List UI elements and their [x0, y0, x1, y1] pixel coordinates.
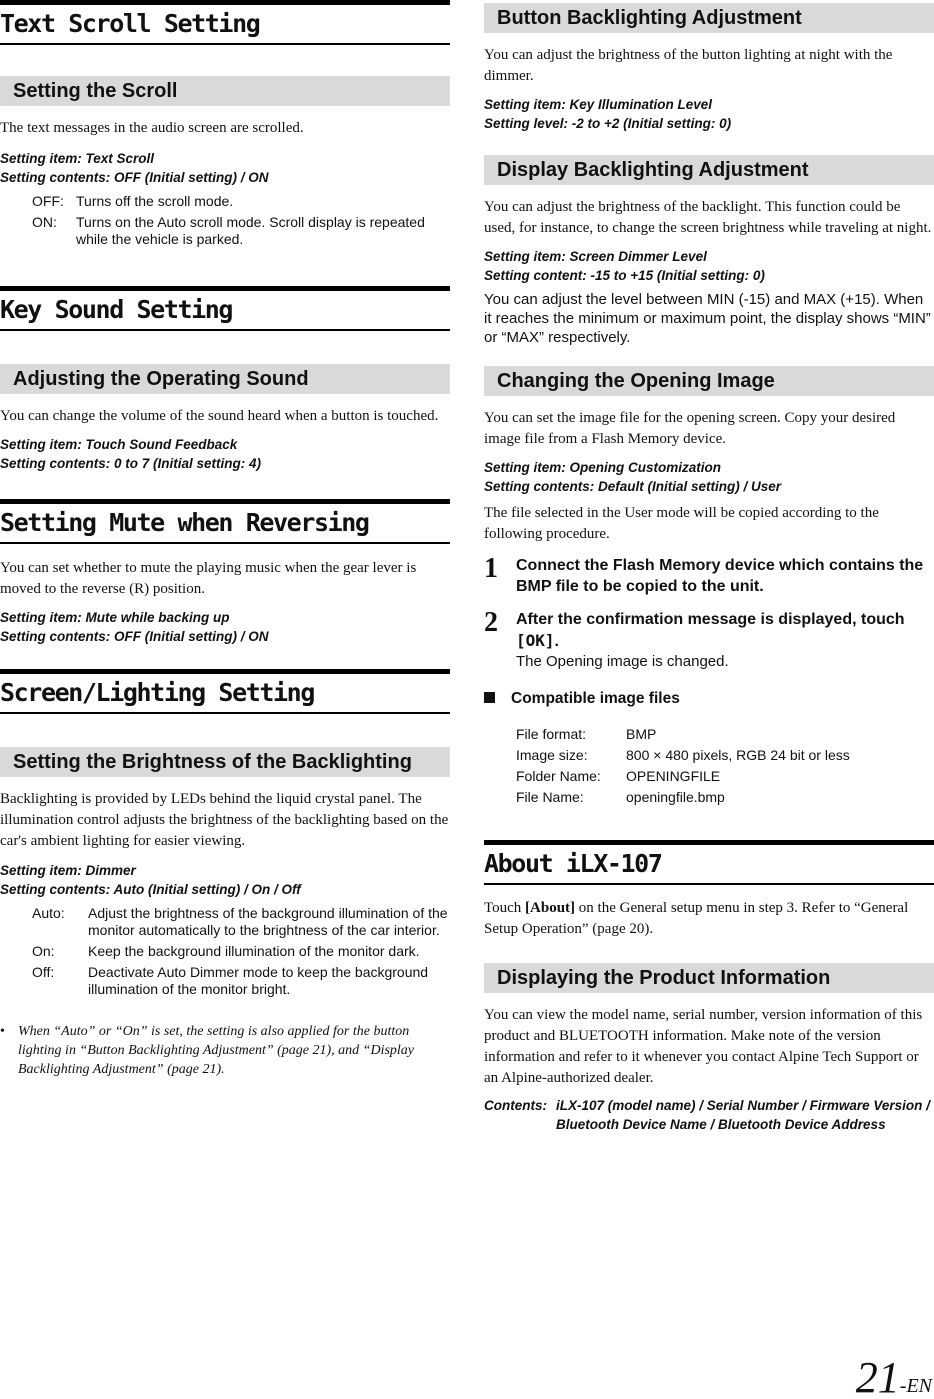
note-text: When “Auto” or “On” is set, the setting is also applied for the button lighting in “Button Backlighting Adjustment” (page 21), and “Display Backlighting Adjustment” (page 21). [18, 1024, 415, 1077]
page-number-suffix: -EN [899, 1375, 932, 1397]
paragraph: The file selected in the User mode will be copied according to the following procedure. [484, 505, 879, 542]
option-term: ON: [32, 214, 57, 230]
paragraph: You can change the volume of the sound heard when a button is touched. [0, 408, 439, 424]
setting-contents: Setting contents: Default (Initial setting) / User [484, 479, 782, 494]
option-term: Auto: [32, 905, 65, 921]
file-spec-term: Folder Name: [516, 768, 601, 784]
option-desc: Turns off the scroll mode. [76, 193, 234, 209]
file-spec-row [516, 768, 934, 785]
note [0, 1022, 450, 1079]
about-text-before: Touch [484, 900, 526, 916]
setting-item: Setting item: Screen Dimmer Level [484, 249, 707, 264]
option-list [0, 193, 450, 248]
setting-item: Setting item: Key Illumination Level [484, 97, 713, 112]
option-desc: Deactivate Auto Dimmer mode to keep the background illumination of the monitor bright. [88, 964, 429, 997]
section-title-screen-lighting: Screen/Lighting Setting [0, 669, 450, 714]
subsection-title-product-info: Displaying the Product Information [484, 963, 934, 993]
section-title-about: About iLX-107 [484, 840, 934, 885]
setting-contents: Setting contents: Auto (Initial setting) / On / Off [0, 882, 301, 897]
paragraph: You can adjust the level between MIN (-15) and MAX (+15). When it reaches the minimum or maximum point, the display shows “MIN” or “MAX” respectively. [484, 291, 931, 346]
about-text-after: on the General setup menu in step 3. Refer to “General Setup Operation” (page 20). [484, 900, 909, 937]
paragraph [484, 898, 934, 940]
setting-contents: Setting contents: OFF (Initial setting) / ON [0, 170, 269, 185]
subsection-title-button-backlighting: Button Backlighting Adjustment [484, 3, 934, 33]
step-text-after: . [554, 633, 559, 650]
square-bullet-icon [484, 692, 495, 703]
contents-value: iLX-107 (model name) / Serial Number / Firmware Version / Bluetooth Device Name / Bluetooth Device Address [556, 1098, 930, 1132]
file-spec-row [516, 789, 934, 806]
option-term: On: [32, 943, 55, 959]
setting-item: Setting item: Text Scroll [0, 151, 155, 166]
subsection-title-opening-image: Changing the Opening Image [484, 366, 934, 396]
file-spec-term: File Name: [516, 789, 584, 805]
section-title-text-scroll: Text Scroll Setting [0, 0, 450, 45]
option-desc: Keep the background illumination of the monitor dark. [88, 943, 420, 959]
option-row [32, 964, 450, 998]
page-number [856, 1352, 932, 1399]
option-row [32, 214, 450, 248]
about-button-reference: [About] [525, 900, 576, 916]
setting-item: Setting item: Dimmer [0, 863, 136, 878]
file-spec-value: BMP [626, 726, 657, 742]
option-row [32, 943, 450, 960]
paragraph: Backlighting is provided by LEDs behind the liquid crystal panel. The illumination control adjusts the brightness of the backlighting based on the car's ambient lighting for easier viewing. [0, 791, 449, 849]
paragraph: You can set whether to mute the playing music when the gear lever is moved to the reverse (R) position. [0, 560, 417, 597]
ok-key-reference: [OK] [516, 631, 555, 650]
paragraph: You can set the image file for the opening screen. Copy your desired image file from a Flash Memory device. [484, 410, 896, 447]
subsection-title-operating-sound: Adjusting the Operating Sound [0, 364, 450, 394]
page-number-value: 21 [855, 1353, 900, 1399]
file-spec-term: File format: [516, 726, 587, 742]
file-spec-row [516, 726, 934, 743]
step-number: 2 [484, 607, 498, 638]
option-list [0, 905, 450, 998]
paragraph: You can adjust the brightness of the button lighting at night with the dimmer. [484, 47, 893, 84]
step-result: The Opening image is changed. [516, 653, 729, 670]
step-number: 1 [484, 553, 498, 584]
right-column [484, 0, 934, 1134]
file-spec-value: 800 × 480 pixels, RGB 24 bit or less [626, 747, 850, 763]
setting-item: Setting item: Touch Sound Feedback [0, 437, 238, 452]
step-1 [484, 555, 934, 597]
file-spec-value: openingfile.bmp [626, 789, 725, 805]
setting-content: Setting content: -15 to +15 (Initial setting: 0) [484, 268, 765, 283]
option-row [32, 905, 450, 939]
subsection-title-display-backlighting: Display Backlighting Adjustment [484, 155, 934, 185]
option-term: Off: [32, 964, 55, 980]
contents-line [484, 1096, 934, 1134]
setting-contents: Setting contents: 0 to 7 (Initial setting: 4) [0, 456, 262, 471]
compatible-files-list [484, 726, 934, 806]
step-text-before: After the confirmation message is displayed, touch [516, 611, 905, 628]
subsection-title-brightness-backlighting: Setting the Brightness of the Backlighting [0, 747, 450, 777]
option-desc: Adjust the brightness of the background illumination of the monitor automatically to the brightness of the car interior. [88, 905, 448, 938]
section-title-key-sound: Key Sound Setting [0, 286, 450, 331]
option-term: OFF: [32, 193, 64, 209]
step-2 [484, 609, 934, 671]
step-text [516, 609, 934, 652]
left-column [0, 0, 450, 1079]
compatible-heading-text: Compatible image files [511, 690, 680, 707]
option-row [32, 193, 450, 210]
paragraph: You can adjust the brightness of the backlight. This function could be used, for instance, to change the screen brightness while traveling at night. [484, 199, 932, 236]
paragraph: The text messages in the audio screen are scrolled. [0, 120, 304, 136]
contents-label: Contents: [484, 1098, 547, 1113]
step-text: Connect the Flash Memory device which contains the BMP file to be copied to the unit. [516, 557, 924, 595]
paragraph: You can view the model name, serial number, version information of this product and BLUETOOTH information. Make note of the version information and refer to it whenever you contact Alpine Tech Support or an Alpine-authorized dealer. [484, 1007, 923, 1086]
compatible-files-heading [484, 689, 934, 708]
note-bullet: • [0, 1024, 5, 1039]
setting-item: Setting item: Opening Customization [484, 460, 721, 475]
subsection-title-setting-scroll: Setting the Scroll [0, 76, 450, 106]
setting-level: Setting level: -2 to +2 (Initial setting: 0) [484, 116, 732, 131]
setting-item: Setting item: Mute while backing up [0, 610, 230, 625]
section-title-mute-reversing: Setting Mute when Reversing [0, 499, 450, 544]
option-desc: Turns on the Auto scroll mode. Scroll display is repeated while the vehicle is parked. [76, 214, 425, 247]
file-spec-row [516, 747, 934, 764]
file-spec-term: Image size: [516, 747, 588, 763]
file-spec-value: OPENINGFILE [626, 768, 721, 784]
setting-contents: Setting contents: OFF (Initial setting) / ON [0, 629, 269, 644]
